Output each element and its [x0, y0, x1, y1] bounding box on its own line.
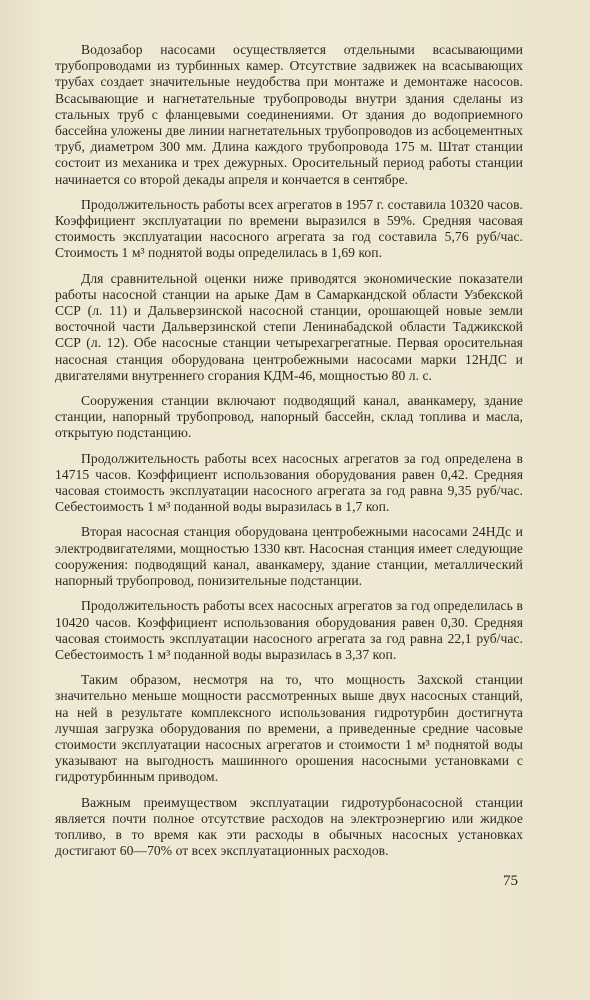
paragraph-3: Для сравнительной оценки ниже приводятся экономические показатели работы насосной станции на арыке Дам в Самаркандской области Узбекской ССР (л. 11) и Дальверзинской насосной станции, орошающей новые земли восточной части Дальверзинской степи Ленинабадской области Таджикской ССР (л. 12). Обе насосные станции четырехагрегатные. Первая оросительная насосная станция оборудована центробежными насосами марки 12НДС и двигателями внутреннего сгорания КДМ-46, мощностью 80 л. с. [55, 270, 523, 383]
paragraph-4: Сооружения станции включают подводящий канал, аванкамеру, здание станции, напорный трубопровод, напорный бассейн, склад топлива и масла, открытую подстанцию. [55, 393, 523, 441]
paragraph-1: Водозабор насосами осуществляется отдельными всасывающими трубопроводами из турбинных камер. Отсутствие задвижек на всасывающих трубах создает значительные неудобства при монтаже и демонтаже насосов. Всасывающие и нагнетательные трубопроводы внутри здания сделаны из стальных труб с фланцевыми соединениями. От здания до водоприемного бассейна уложены две линии нагнетательных трубопроводов из асбоцементных труб, диаметром 300 мм. Длина каждого трубопровода 175 м. Штат станции состоит из механика и трех дежурных. Оросительный период работы станции начинается со второй декады апреля и кончается в сентябре. [55, 42, 523, 187]
page-number: 75 [503, 873, 518, 889]
paragraph-5: Продолжительность работы всех насосных агрегатов за год определена в 14715 часов. Коэффициент использования оборудования равен 0,42. Средняя часовая стоимость эксплуатации насосного агрегата за год равна 9,35 руб/час. Себестоимость 1 м³ поданной воды выразилась в 1,7 коп. [55, 450, 523, 515]
body-text [55, 42, 523, 868]
paragraph-8: Таким образом, несмотря на то, что мощность Захской станции значительно меньше мощности рассмотренных выше двух насосных станций, на ней в результате комплексного использования гидротурбин достигнута лучшая загрузка оборудования по времени, а приведенные средние часовые стоимости эксплуатации насосных агрегатов и стоимости 1 м³ поднятой воды указывают на выгодность машинного орошения насосными установками с гидротурбинным приводом. [55, 672, 523, 785]
paragraph-9: Важным преимуществом эксплуатации гидротурбонасосной станции является почти полное отсутствие расходов на электроэнергию или жидкое топливо, в то время как эти расходы в обычных насосных установках достигают 60—70% от всех эксплуатационных расходов. [55, 794, 523, 859]
paragraph-2: Продолжительность работы всех агрегатов в 1957 г. составила 10320 часов. Коэффициент эксплуатации по времени выразился в 59%. Средняя часовая стоимость эксплуатации насосного агрегата за год составила 5,76 руб/час. Стоимость 1 м³ поднятой воды определилась в 1,69 коп. [55, 196, 523, 261]
paragraph-6: Вторая насосная станция оборудована центробежными насосами 24НДс и электродвигателями, мощностью 1330 квт. Насосная станция имеет следующие сооружения: подводящий канал, аванкамеру, здание станции, металлический напорный трубопровод, понизительные подстанции. [55, 524, 523, 589]
paragraph-7: Продолжительность работы всех насосных агрегатов за год определилась в 10420 часов. Коэффициент использования оборудования равен 0,30. Средняя часовая стоимость эксплуатации насосного агрегата за год равна 22,1 руб/час. Себестоимость 1 м³ поданной воды выразилась в 3,37 коп. [55, 598, 523, 662]
